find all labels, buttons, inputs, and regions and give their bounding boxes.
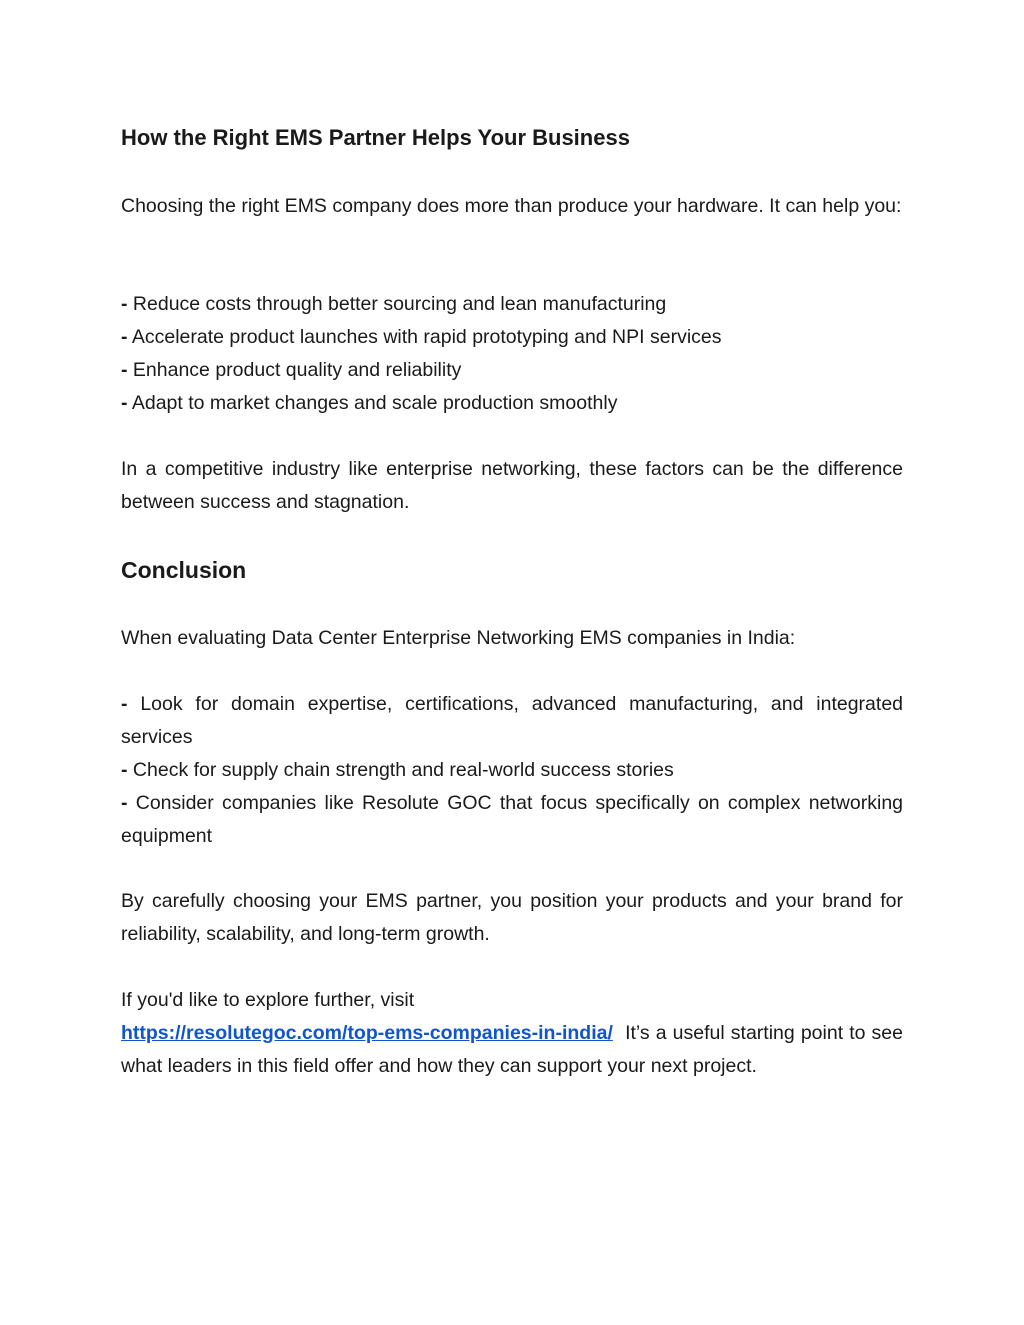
list-item — [121, 754, 903, 787]
explore-link-line — [121, 1017, 903, 1083]
bullet-dash: - — [121, 792, 128, 814]
bullet-dash: - — [121, 293, 128, 315]
bullet-dash: - — [121, 759, 128, 781]
intro-paragraph: Choosing the right EMS company does more than produce your hardware. It can help you: — [121, 195, 902, 217]
explore-prefix: If you'd like to explore further, visit — [121, 989, 415, 1011]
list-item-text: Reduce costs through better sourcing and lean manufacturing — [132, 293, 667, 315]
list-item — [121, 387, 903, 420]
list-item-text: Look for domain expertise, certifications, advanced manufacturing, and integrated services — [121, 693, 904, 748]
list-item-text: Enhance product quality and reliability — [132, 359, 462, 381]
conclusion-heading: Conclusion — [121, 557, 247, 583]
section-heading: How the Right EMS Partner Helps Your Business — [121, 125, 630, 150]
resolutegoc-link[interactable]: https://resolutegoc.com/top-ems-companies-in-india/ — [121, 1022, 613, 1044]
list-item-text: Check for supply chain strength and real-world success stories — [132, 759, 674, 781]
list-item — [121, 288, 903, 321]
list-item — [121, 688, 903, 754]
explore-paragraph — [121, 984, 903, 1083]
list-item — [121, 321, 903, 354]
bullet-dash: - — [121, 693, 128, 715]
list-item — [121, 787, 903, 853]
summary-paragraph: By carefully choosing your EMS partner, you position your products and your brand for reliability, scalability, and long-term growth. — [121, 890, 903, 945]
benefits-list — [121, 288, 903, 420]
list-item — [121, 354, 903, 387]
list-item-text: Accelerate product launches with rapid prototyping and NPI services — [131, 326, 722, 348]
explore-suffix: It’s a useful starting point to see what leaders in this field offer and how they can support your next project. — [121, 1022, 903, 1077]
closing-paragraph: In a competitive industry like enterprise networking, these factors can be the difference between success and stagnation. — [121, 458, 903, 513]
bullet-dash: - — [121, 326, 128, 348]
conclusion-intro: When evaluating Data Center Enterprise Networking EMS companies in India: — [121, 627, 796, 649]
bullet-dash: - — [121, 392, 128, 414]
bullet-dash: - — [121, 359, 128, 381]
list-item-text: Consider companies like Resolute GOC that focus specifically on complex networking equipment — [121, 792, 904, 847]
conclusion-list — [121, 688, 903, 853]
list-item-text: Adapt to market changes and scale production smoothly — [131, 392, 618, 414]
